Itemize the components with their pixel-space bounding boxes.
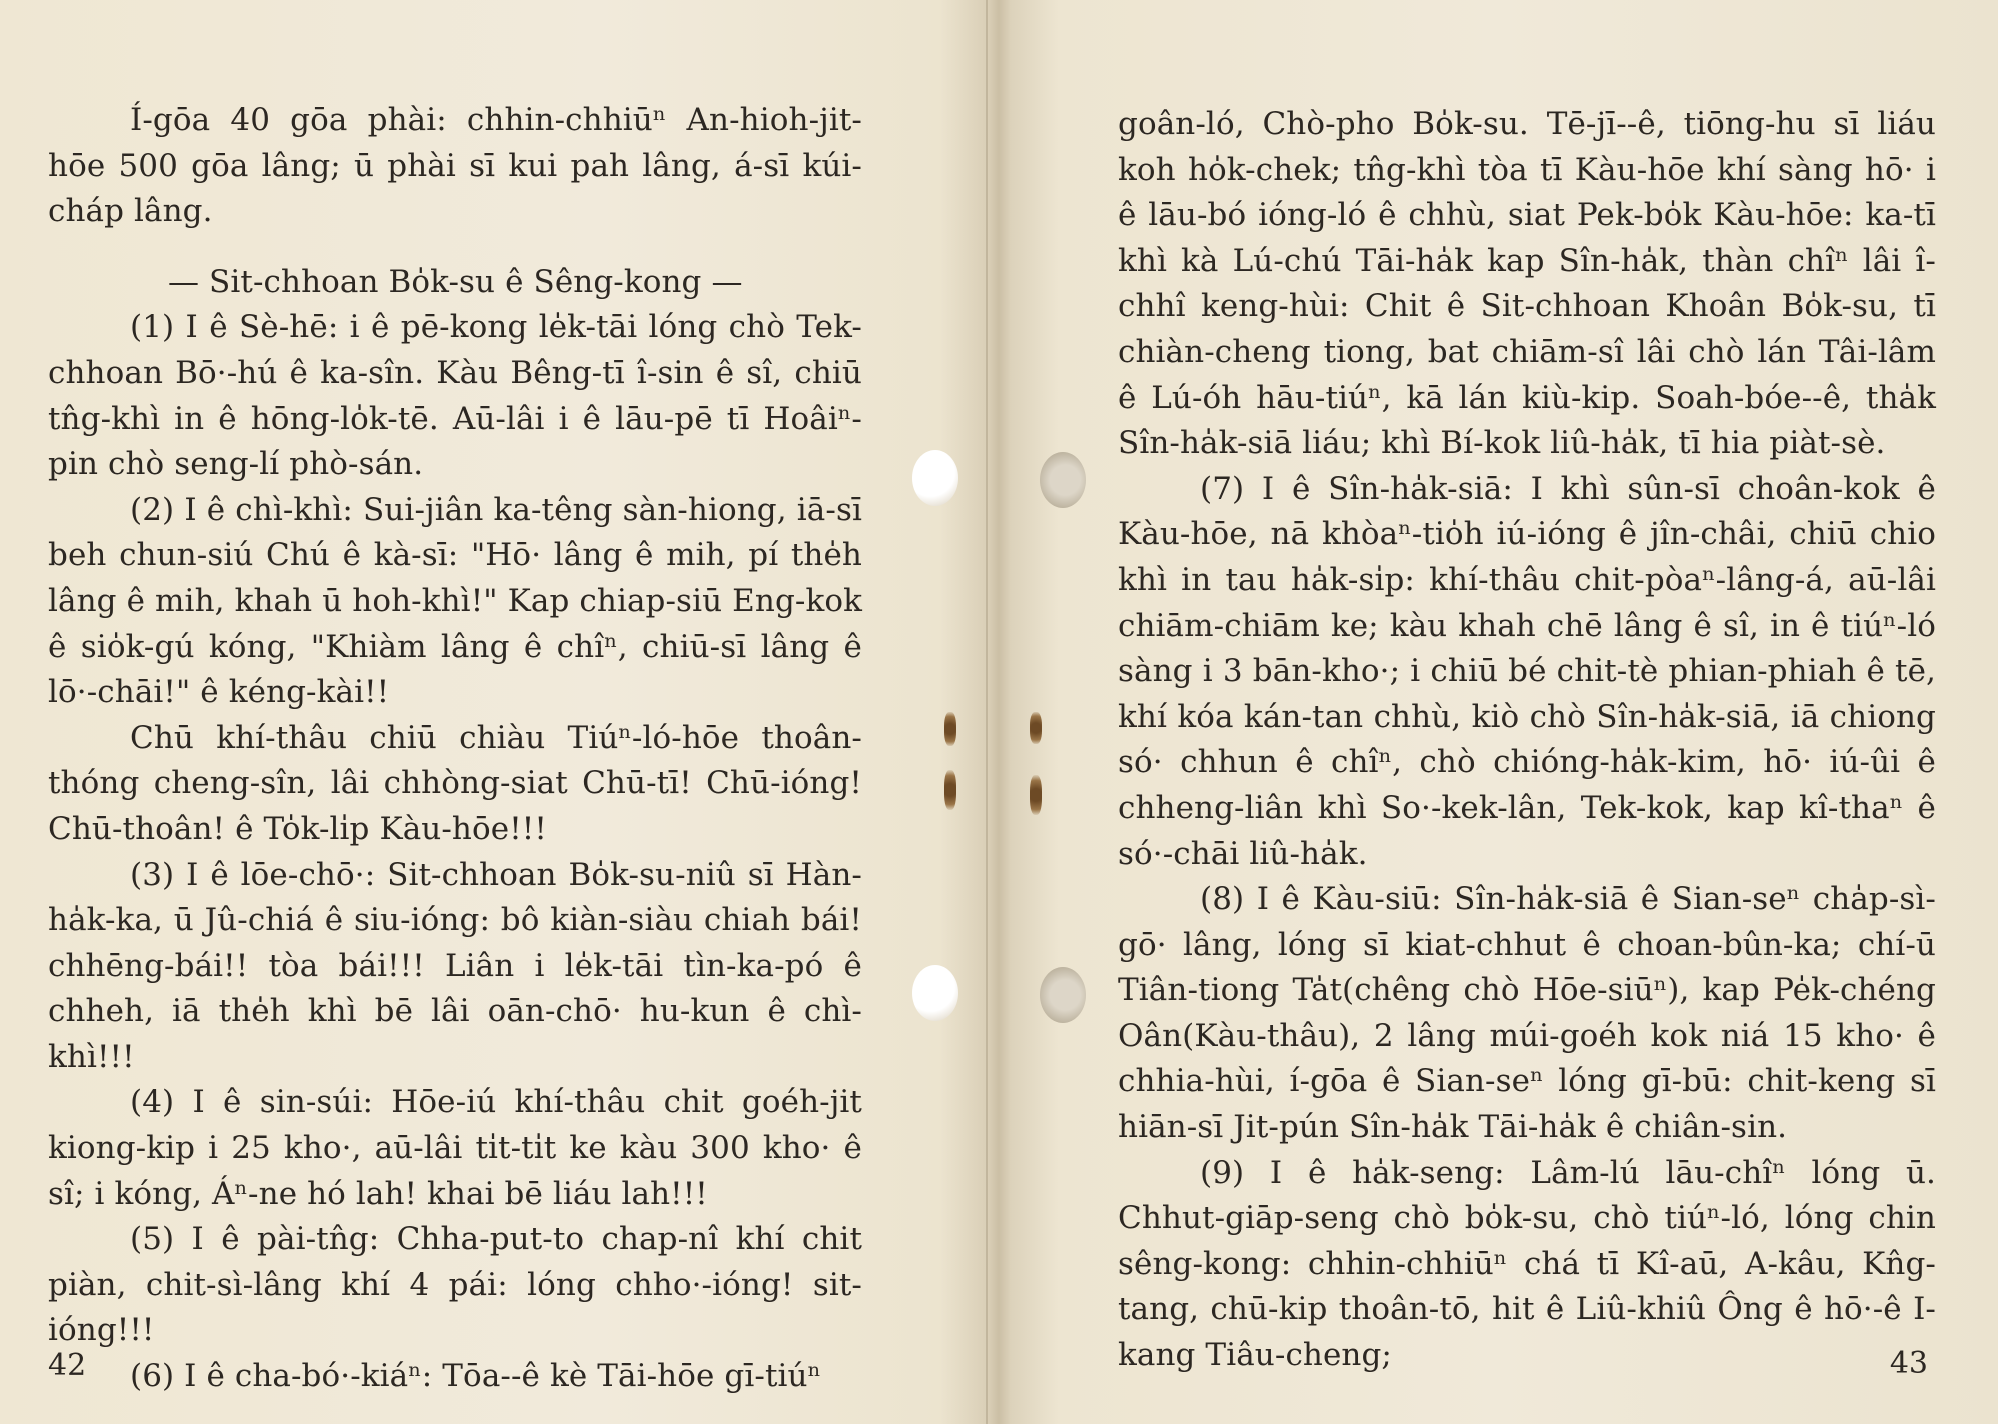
page-number-right: 43 — [1889, 1346, 1928, 1381]
section-9: (9) I ê ha̍k-seng: Lâm-lú lāu-chîⁿ lóng ū. Chhut-giāp-seng chò bo̍k-su, chò tiúⁿ-ló, lóng chin sêng-kong: chhin-chhiūⁿ chá tī Kî-aū, A-kâu, Kn̂g-tang, chū-kip thoân-tō, hit ê Liû-khiû Ông ê hō·-ê I-kang Tiâu-cheng; — [1118, 1154, 1936, 1374]
staple-rust-mark — [944, 770, 956, 810]
staple-rust-mark — [1030, 775, 1042, 815]
right-page-text — [1118, 102, 1936, 1379]
right-page — [998, 0, 1998, 1424]
punch-hole-top-left — [912, 450, 958, 506]
left-page-text — [48, 98, 862, 1400]
staple-rust-mark — [944, 712, 956, 746]
section-7: (7) I ê Sîn-ha̍k-siā: I khì sûn-sī choân-kok ê Kàu-hōe, nā khòaⁿ-tio̍h iú-ióng ê jîn-châi, chiū chio khì in tau ha̍k-si̍p: khí-thâu chit-pòaⁿ-lâng-á, aū-lâi chiām-chiām ke; kàu khah chē lâng ê sî, in ê tiúⁿ-ló sàng i 3 bān-kho·; i chiū bé chit-tè phian-phiah ê tē, khí kóa kán-tan chhù, kiò chò Sîn-ha̍k-siā, iā chiong só· chhun ê chîⁿ, chò chióng-ha̍k-kim, hō· iú-ûi ê chheng-liân khì So·-kek-lân, Tek-kok, kap kî-thaⁿ ê só·-chāi liû-ha̍k. — [1118, 470, 1936, 872]
section-8: (8) I ê Kàu-siū: Sîn-ha̍k-siā ê Sian-seⁿ cha̍p-sì-gō· lâng, lóng sī kiat-chhut ê choan-bûn-ka; chí-ū Tiân-tiong Ta̍t(chêng chò Hōe-siūⁿ), kap Pe̍k-chéng Oân(Kàu-thâu), 2 lâng múi-goéh kok niá 15 kho· ê chhia-hùi, í-gōa ê Sian-seⁿ lóng gī-bū: chit-keng sī hiān-sī Jit-pún Sîn-ha̍k Tāi-ha̍k ê chiân-sin. — [1118, 881, 1936, 1146]
punch-hole-top-right — [1040, 452, 1086, 508]
section-5: (5) I ê pài-tn̂g: Chha-put-to chap-nî khí chit piàn, chit-sì-lâng khí 4 pái: lóng chho·-ióng! sit-ióng!!! — [48, 1221, 862, 1349]
punch-hole-bottom-right — [1040, 967, 1086, 1023]
intro-paragraph: Í-gōa 40 gōa phài: chhin-chhiūⁿ An-hioh-jit-hōe 500 gōa lâng; ū phài sī kui pah lâng, á-sī kúi-cháp lâng. — [48, 102, 862, 230]
punch-hole-bottom-left — [912, 965, 958, 1021]
section-heading: — Sit-chhoan Bo̍k-su ê Sêng-kong — — [168, 263, 743, 300]
section-3: (3) I ê lōe-chō·: Sit-chhoan Bo̍k-su-niû sī Hàn-ha̍k-ka, ū Jû-chiá ê siu-ióng: bô kiàn-siàu chiah bái! chhēng-bái!! tòa bái!!! Liân i le̍k-tāi tìn-ka-pó ê chheh, iā the̍h khì bē lâi oān-chō· hu-kun ê chì-khì!!! — [48, 856, 862, 1075]
section-4: (4) I ê sin-súi: Hōe-iú khí-thâu chit goéh-jit kiong-kip i 25 kho·, aū-lâi ti̍t-ti̍t ke kàu 300 kho· ê sî; i kóng, Áⁿ-ne hó lah! khai bē liáu lah!!! — [48, 1084, 862, 1212]
section-2-continued: Chū khí-thâu chiū chiàu Tiúⁿ-ló-hōe thoân-thóng cheng-sîn, lâi chhòng-siat Chū-tī! Chū-ióng! Chū-thoân! ê To̍k-li̍p Kàu-hōe!!! — [48, 719, 862, 847]
staple-rust-mark — [1030, 712, 1042, 744]
continuation-paragraph: goân-ló, Chò-pho Bo̍k-su. Tē-jī--ê, tiōng-hu sī liáu koh ho̍k-chek; tn̂g-khì tòa tī Kàu-hōe khí sàng hō· i ê lāu-bó ióng-ló ê chhù, siat Pek-bo̍k Kàu-hōe: ka-tī khì kà Lú-chú Tāi-ha̍k kap Sîn-ha̍k, thàn chîⁿ lâi î-chhî keng-hùi: Chit ê Sit-chhoan Khoân Bo̍k-su, tī chiàn-cheng tiong, bat chiām-sî lâi chò lán Tâi-lâm ê Lú-óh hāu-tiúⁿ, kā lán kiù-kip. Soah-bóe--ê, tha̍k Sîn-ha̍k-siā liáu; khì Bí-kok liû-ha̍k, tī hia piàt-sè. — [1118, 106, 1936, 462]
section-6: (6) I ê cha-bó·-kiáⁿ: Tōa--ê kè Tāi-hōe gī-tiúⁿ — [130, 1358, 822, 1395]
page-number-left: 42 — [48, 1348, 87, 1383]
section-1: (1) I ê Sè-hē: i ê pē-kong le̍k-tāi lóng chò Tek-chhoan Bō·-hú ê ka-sîn. Kàu Bêng-tī î-sin ê sî, chiū tn̂g-khì in ê hōng-lo̍k-tē. Aū-lâi i ê lāu-pē tī Hoâiⁿ-pin chò seng-lí phò-sán. — [48, 309, 862, 483]
left-page — [0, 0, 998, 1424]
section-2: (2) I ê chì-khì: Sui-jiân ka-têng sàn-hiong, iā-sī beh chun-siú Chú ê kà-sī: "Hō· lâng ê mih, pí the̍h lâng ê mih, khah ū hoh-khì!" Kap chiap-siū Eng-kok ê sio̍k-gú kóng, "Khiàm lâng ê chîⁿ, chiū-sī lâng ê lō·-chāi!" ê kéng-kài!! — [48, 491, 862, 711]
